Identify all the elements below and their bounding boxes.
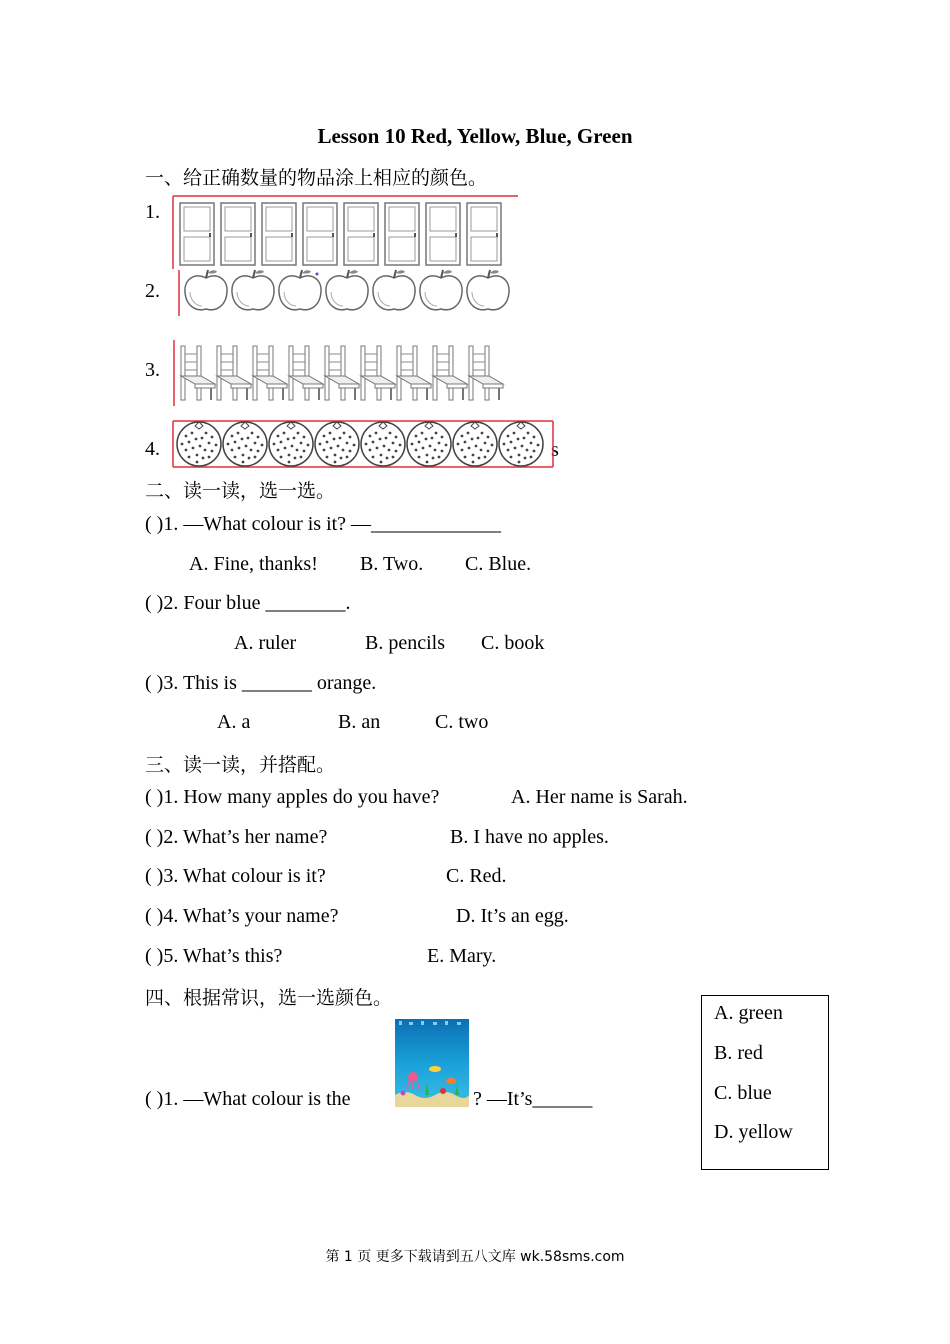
match-question: ( )3. What colour is it? xyxy=(145,865,326,887)
section1-heading: 一、给正确数量的物品涂上相应的颜色。 xyxy=(145,167,488,189)
chair-icon xyxy=(469,346,503,400)
chair-row xyxy=(171,338,511,408)
row-number: 2. xyxy=(145,280,160,302)
row-number: 3. xyxy=(145,359,160,381)
door-icon xyxy=(262,203,296,265)
orange-icon xyxy=(177,422,221,466)
orange-icon xyxy=(453,422,497,466)
door-icon xyxy=(303,203,337,265)
orange-row xyxy=(170,418,556,470)
chair-icon xyxy=(253,346,287,400)
color-choices-box xyxy=(701,995,829,1170)
door-icon xyxy=(344,203,378,265)
chair-icon xyxy=(325,346,359,400)
apple-icon xyxy=(326,270,368,310)
apple-icon xyxy=(279,270,321,310)
option: A. a xyxy=(217,711,251,733)
door-icon xyxy=(467,203,501,265)
chair-icon xyxy=(433,346,467,400)
color-choice: A. green xyxy=(714,1002,783,1024)
row-number: 4. xyxy=(145,438,160,460)
door-icon xyxy=(221,203,255,265)
apple-icon xyxy=(185,270,227,310)
orange-icon xyxy=(407,422,451,466)
apple-row xyxy=(176,266,516,320)
option: B. Two. xyxy=(360,553,424,575)
question-stem: ( )1. —What colour is the xyxy=(145,1088,351,1110)
option: B. pencils xyxy=(365,632,445,654)
match-answer: C. Red. xyxy=(446,865,507,887)
orange-icon xyxy=(223,422,267,466)
chair-icon xyxy=(289,346,323,400)
orange-icon xyxy=(361,422,405,466)
match-question: ( )4. What’s your name? xyxy=(145,905,339,927)
page-title: Lesson 10 Red, Yellow, Blue, Green xyxy=(317,124,633,148)
color-choice: B. red xyxy=(714,1042,763,1064)
option: C. two xyxy=(435,711,489,733)
apple-icon xyxy=(373,270,415,310)
apple-icon xyxy=(467,270,509,310)
option: C. book xyxy=(481,632,545,654)
match-answer: E. Mary. xyxy=(427,945,497,967)
color-choice: D. yellow xyxy=(714,1121,793,1143)
color-choice: C. blue xyxy=(714,1082,772,1104)
orange-icon xyxy=(269,422,313,466)
apple-icon xyxy=(232,270,274,310)
question-stem: ( )1. —What colour is it? —_____________ xyxy=(145,513,502,535)
door-icon xyxy=(426,203,460,265)
match-answer: A. Her name is Sarah. xyxy=(511,786,688,808)
door-icon xyxy=(385,203,419,265)
door-row xyxy=(170,193,520,271)
match-question: ( )1. How many apples do you have? xyxy=(145,786,440,808)
section4-heading: 四、根据常识，选一选颜色。 xyxy=(145,987,393,1009)
section2-heading: 二、读一读，选一选。 xyxy=(145,480,336,502)
match-answer: B. I have no apples. xyxy=(450,826,609,848)
match-answer: D. It’s an egg. xyxy=(456,905,569,927)
chair-icon xyxy=(361,346,395,400)
page-footer: 第 1 页 更多下载请到五八文库 wk.58sms.com xyxy=(325,1249,625,1265)
option: B. an xyxy=(338,711,381,733)
row-number: 1. xyxy=(145,201,160,223)
option: A. ruler xyxy=(234,632,297,654)
door-icon xyxy=(180,203,214,265)
chair-icon xyxy=(217,346,251,400)
section3-heading: 三、读一读，并搭配。 xyxy=(145,754,336,776)
chair-icon xyxy=(181,346,215,400)
orange-icon xyxy=(315,422,359,466)
option: A. Fine, thanks! xyxy=(189,553,318,575)
sea-image xyxy=(395,1019,469,1107)
question-stem: ( )3. This is _______ orange. xyxy=(145,672,377,694)
orange-icon xyxy=(499,422,543,466)
question-tail: ? —It’s______ xyxy=(473,1088,593,1110)
match-question: ( )2. What’s her name? xyxy=(145,826,328,848)
option: C. Blue. xyxy=(465,553,532,575)
row-trail-text: s xyxy=(551,439,559,461)
question-stem: ( )2. Four blue ________. xyxy=(145,592,351,614)
match-question: ( )5. What’s this? xyxy=(145,945,283,967)
chair-icon xyxy=(397,346,431,400)
apple-icon xyxy=(420,270,462,310)
